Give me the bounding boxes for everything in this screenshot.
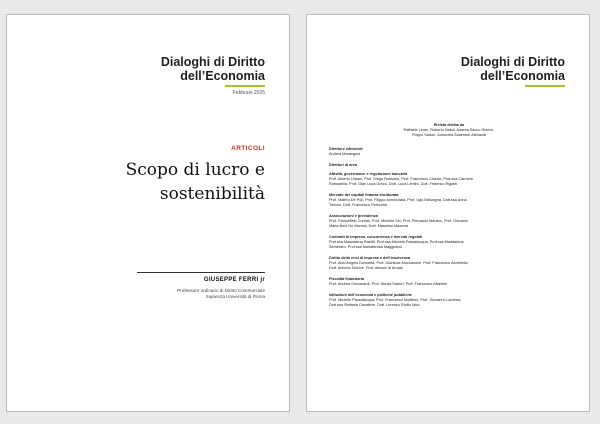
- accent-rule: [525, 85, 565, 87]
- section-title: Diritto della crisi di impresa e dell’insolvenza: [329, 256, 411, 260]
- directed-by-label: Rivista diretta da: [433, 123, 465, 127]
- section-members-line2: Dott. Antonio Didone, Prof. Alessio di Amato: [329, 266, 403, 270]
- section-title: Mercato dei capitali finanza strutturata: [329, 193, 399, 197]
- area-directors-label: Direttori di area: [329, 163, 358, 167]
- section-title: Attività, governance e regolazione bancaria: [329, 172, 408, 176]
- author-rule: [137, 272, 265, 273]
- left-page: [6, 14, 290, 412]
- section-members-line1: Prof. Michele Passalacqua, Prof. Francesco Moliterni, Prof. Giovanni Luchena,: [329, 298, 462, 302]
- article-title-line2: sostenibilità: [159, 184, 265, 204]
- journal-title-line2: dell’Economia: [180, 69, 265, 83]
- section-title: Istituzioni dell’economia e politiche pubbliche: [329, 293, 412, 297]
- journal-title-line2: dell’Economia: [480, 69, 565, 83]
- section-members-line1: Prof. Matteo De Poli, Prof. Filippo Annunziata, Prof. Ugo Malvagna, Dott.ssa Anna: [329, 198, 467, 202]
- accent-rule: [225, 85, 265, 87]
- editor-name: Andrea Marangoni: [329, 152, 361, 156]
- affiliation-line2: Sapienza Università di Roma: [205, 294, 265, 299]
- issue-date: Febbraio 2025: [232, 90, 265, 96]
- author-affiliation: [95, 288, 265, 300]
- section-members-line1: Prof.ssa Maddalena Rabitti, Prof.ssa Michela Passalacqua, Prof.ssa Maddalena: [329, 240, 464, 244]
- board-section: [329, 193, 569, 208]
- section-members-line2: Maria Berti De Marinis, Dott. Massimo Mazzola: [329, 224, 409, 228]
- article-title-line1: Scopo di lucro e: [125, 160, 265, 180]
- board-section: [329, 235, 569, 250]
- section-members-line1: Prof. Alberto Urbani, Prof. Diego Rossano, Prof. Francesco Ciraolo, Prof.ssa Carmela: [329, 177, 473, 181]
- board-section: [329, 172, 569, 187]
- section-members-line2: Robustella, Prof. Gian Luca Greco, Dott. Luca Lentini, Dott. Federico Riganti: [329, 182, 458, 186]
- author-name: GIUSEPPE FERRI jr: [203, 277, 265, 283]
- section-title: Contratti di impresa, concorrenza e mercati regolati: [329, 235, 423, 239]
- board-section: [329, 214, 569, 229]
- journal-title-line1: Dialoghi di Diritto: [160, 55, 265, 69]
- section-members-line2: Dott.ssa Stefania Cavaliere, Dott. Lorenzo Rodio Nico: [329, 303, 420, 307]
- section-members-line1: Prof. Aldo Angelo Dolmetta, Prof. Gianluca Mucciarone, Prof. Francesco Accettella,: [329, 261, 469, 265]
- journal-title: [161, 55, 265, 83]
- directors-line2: Filippo Sartori, Antonella Sciarrone Alibrandi: [411, 133, 487, 137]
- board-section: [329, 277, 569, 287]
- right-page: [306, 14, 590, 412]
- section-members-line1: Prof. Paoloefisio Corrias, Prof. Michele Siri, Prof. Pierpaolo Marano, Prof. Giovanni: [329, 219, 469, 223]
- section-members-line1: Prof. Andrea Giovanardi, Prof. Nicola Sartori, Prof. Francesco Albertini: [329, 282, 447, 286]
- editorial-board: [329, 123, 569, 308]
- journal-title: [461, 55, 565, 83]
- board-section: [329, 293, 569, 308]
- affiliation-line1: Professore ordinario di Diritto Commerciale: [177, 288, 265, 293]
- section-label: ARTICOLI: [231, 145, 265, 152]
- journal-title-line1: Dialoghi di Diritto: [460, 55, 565, 69]
- directors-line1: Raffaele Lener, Roberto Natoli, Andrea Sacco Ginevri,: [403, 128, 495, 132]
- editor-label: Direttore editoriale: [329, 147, 363, 151]
- section-title: Assicurazioni e previdenza: [329, 214, 378, 218]
- section-members-line2: Semeraro, Prof.ssa Mariateresa Maggiolino: [329, 245, 403, 249]
- article-title: [35, 158, 265, 206]
- section-members-line2: Toniolo, Dott. Francesco Petrosino: [329, 203, 388, 207]
- board-section: [329, 256, 569, 271]
- section-title: Fiscalità finanziaria: [329, 277, 365, 281]
